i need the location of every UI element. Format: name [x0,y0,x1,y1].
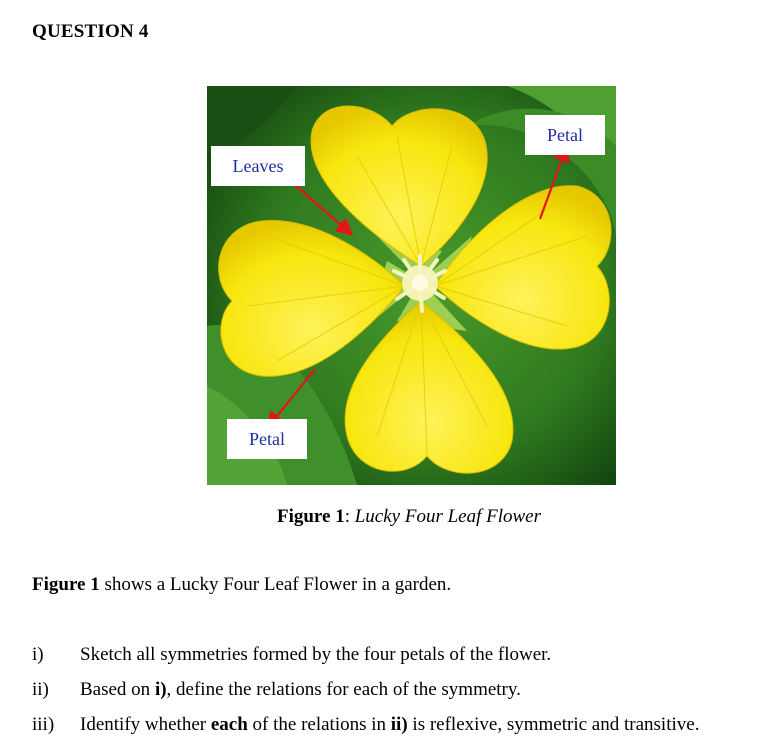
item-text: of the relations in [247,714,391,735]
question-item-3 [32,714,699,736]
item-text: is reflexive, symmetric and transitive. [407,714,700,735]
item-text: Identify whether [80,714,211,735]
item-text: , define the relations for each of the symmetry. [166,679,521,700]
item-emphasis: each [210,714,248,735]
caption-title: Lucky Four Leaf Flower [354,506,542,527]
question-item-1 [32,644,551,666]
intro-figure-ref: Figure 1 [32,574,100,595]
flower-figure [207,86,616,485]
item-number: i) [32,644,44,665]
item-text: Based on [80,679,155,700]
item-number: ii) [32,679,49,700]
intro-text: shows a Lucky Four Leaf Flower in a garden. [99,574,452,595]
question-item-2 [32,679,521,701]
petal-top-label: Petal [525,115,605,155]
question-heading: QUESTION 4 [32,21,149,42]
intro-paragraph [32,574,451,596]
item-ref: i) [154,679,167,700]
caption-separator: : [344,506,355,527]
leaves-label: Leaves [211,146,305,186]
figure-caption [0,506,780,528]
petal-bottom-label: Petal [227,419,307,459]
caption-number: Figure 1 [276,506,345,527]
item-number: iii) [32,714,55,735]
item-text: Sketch all symmetries formed by the four petals of the flower. [80,644,552,665]
item-ref: ii) [390,714,408,735]
